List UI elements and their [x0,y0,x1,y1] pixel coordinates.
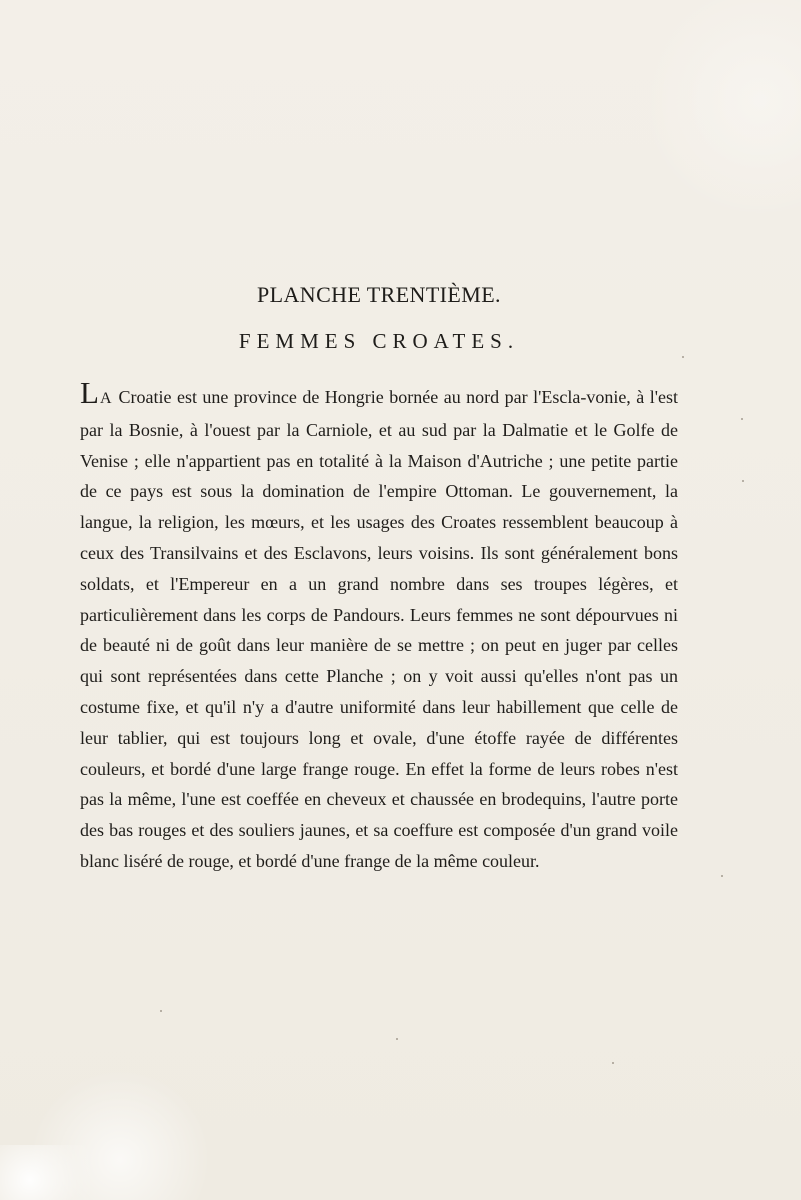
paper-speck [612,1062,614,1064]
paper-speck [742,480,744,482]
paper-speck [160,1010,162,1012]
paper-stain [0,1145,90,1200]
paper-speck [682,356,684,358]
text-block [80,280,678,877]
paper-speck [721,875,723,877]
dropcap-smallcaps: A [99,390,113,407]
paper-speck [741,418,743,420]
paragraph-text: Croatie est une province de Hongrie bornée au nord par l'Escla-vonie, à l'est par la Bosnie, à l'ouest par la Carniole, et au sud par la Dalmatie et le Golfe de Venise ; elle n'appartient pas en totalité à la Maison d'Autriche ; une petite partie de ce pays est sous la domination de l'empire Ottoman. Le gouvernement, la langue, la religion, les mœurs, et les usages des Croates ressemblent beaucoup à ceux des Transilvains et des Esclavons, leurs voisins. Ils sont généralement bons soldats, et l'Empereur en a un grand nombre dans ses troupes légères, et particulièrement dans les corps de Pandours. Leurs femmes ne sont dépourvues ni de beauté ni de goût dans leur manière de se mettre ; on peut en juger par celles qui sont représentées dans cette Planche ; on y voit aussi qu'elles n'ont pas un costume fixe, et qu'il n'y a d'autre uniformité dans leur habillement que celle de leur tablier, qui est toujours long et ovale, d'une étoffe rayée de différentes couleurs, et bordé d'une large frange rouge. En effet la forme de leurs robes n'est pas la même, l'une est coeffée en cheveux et chaussée en brodequins, l'autre porte des bas rouges et des souliers jaunes, et sa coeffure est composée d'un grand voile blanc liséré de rouge, et bordé d'une frange de la même couleur. [80,387,678,871]
body-paragraph [80,377,678,877]
paper-speck [396,1038,398,1040]
plate-title: PLANCHE TRENTIÈME. [257,282,501,307]
dropcap-letter: L [80,375,100,410]
section-title: FEMMES CROATES. [238,329,520,353]
